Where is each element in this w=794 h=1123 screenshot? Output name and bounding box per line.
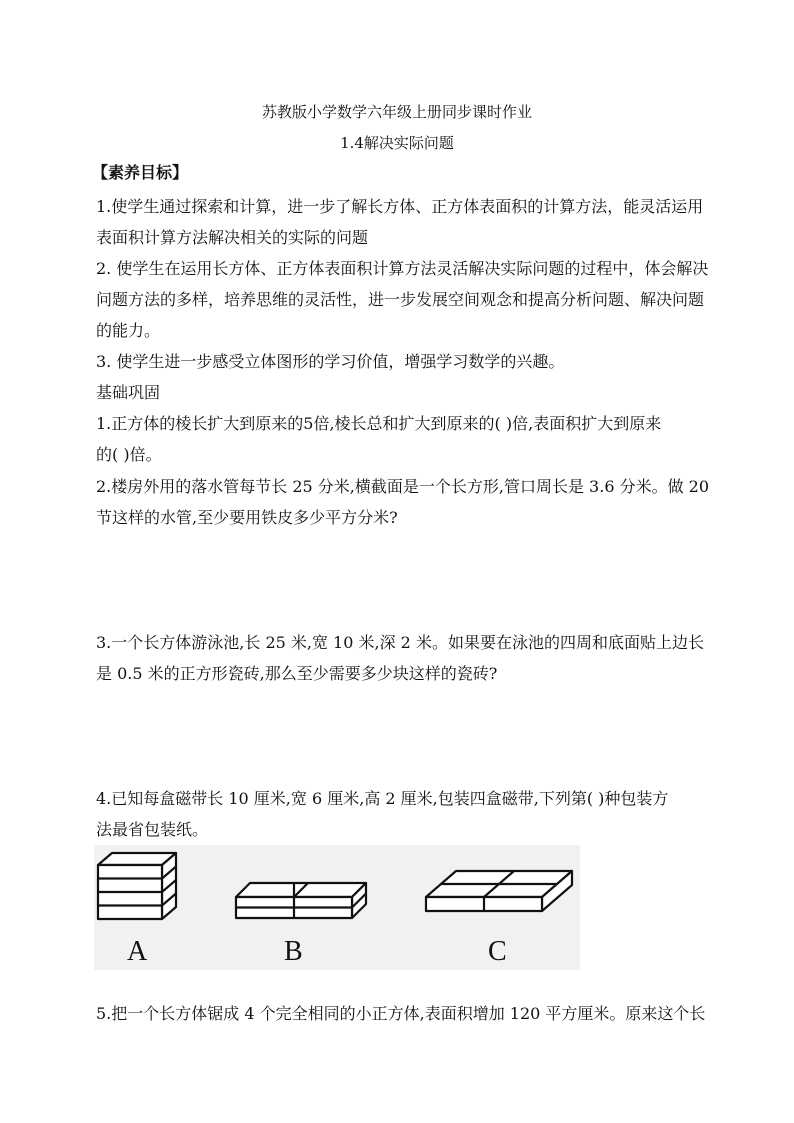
question-2-line: 2.楼房外用的落水管每节长 25 分米,横截面是一个长方形,管口周长是 3.6 分米。做 20: [96, 477, 710, 496]
option-a-stack: [98, 853, 176, 919]
question-3-line: 3.一个长方体游泳池,长 25 米,宽 10 米,深 2 米。如果要在泳池的四周和底面贴上边长: [96, 633, 704, 652]
figure-label-b: B: [284, 936, 303, 967]
option-c-grid: [426, 871, 572, 911]
question-4-line: 法最省包装纸。: [96, 820, 209, 839]
packaging-figure: [94, 845, 580, 970]
goal-line: 问题方法的多样，培养思维的灵活性，进一步发展空间观念和提高分析问题、解决问题: [96, 290, 705, 309]
goal-line: 的能力。: [96, 321, 161, 340]
goal-line: 1.使学生通过探索和计算，进一步了解长方体、正方体表面积的计算方法，能灵活运用: [96, 197, 704, 216]
option-b-row: [236, 883, 366, 918]
figure-label-a: A: [127, 936, 148, 967]
question-5-line: 5.把一个长方体锯成 4 个完全相同的小正方体,表面积增加 120 平方厘米。原来这个长: [96, 1004, 706, 1023]
question-1-line: 1.正方体的棱长扩大到原来的5倍,棱长总和扩大到原来的( )倍,表面积扩大到原来: [96, 414, 662, 433]
question-1-line: 的( )倍。: [96, 445, 162, 464]
question-2-line: 节这样的水管,至少要用铁皮多少平方分米?: [96, 508, 398, 527]
goal-line: 3. 使学生进一步感受立体图形的学习价值，增强学习数学的兴趣。: [96, 352, 565, 371]
goal-line: 2. 使学生在运用长方体、正方体表面积计算方法灵活解决实际问题的过程中，体会解决: [96, 259, 709, 278]
page-title: 苏教版小学数学六年级上册同步课时作业: [261, 103, 532, 121]
packaging-diagram: [94, 845, 580, 970]
goal-line: 表面积计算方法解决相关的实际的问题: [96, 228, 369, 247]
page-subtitle: 1.4解决实际问题: [340, 134, 454, 152]
question-4-line: 4.已知每盒磁带长 10 厘米,宽 6 厘米,高 2 厘米,包装四盒磁带,下列第( )种包装方: [96, 789, 669, 808]
figure-label-c: C: [488, 936, 507, 967]
goals-heading: 【素养目标】: [92, 163, 189, 182]
basics-heading: 基础巩固: [96, 383, 161, 402]
question-3-line: 是 0.5 米的正方形瓷砖,那么至少需要多少块这样的瓷砖?: [96, 664, 498, 683]
